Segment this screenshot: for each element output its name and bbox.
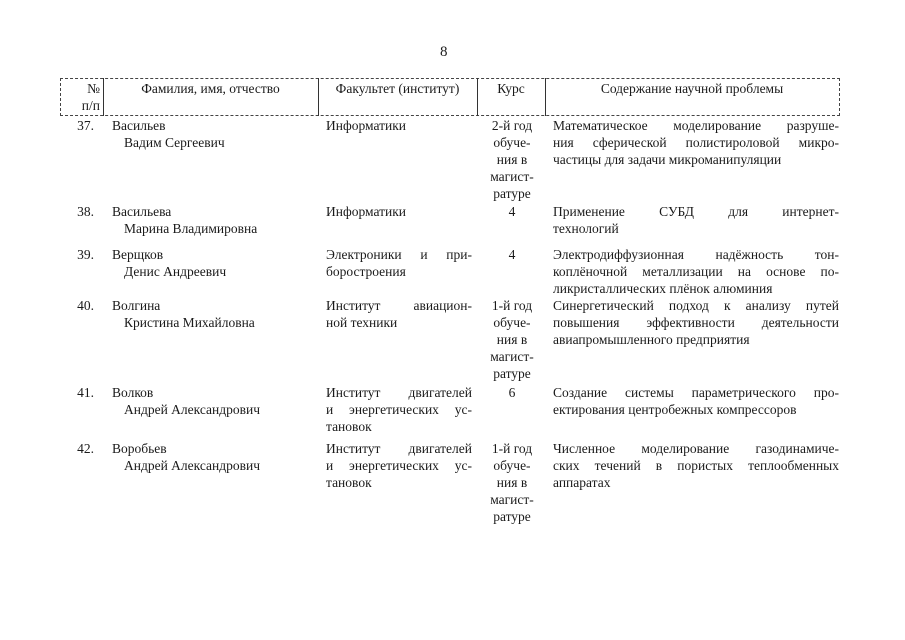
course-line: магист- bbox=[490, 349, 534, 364]
course-line: магист- bbox=[490, 169, 534, 184]
surname: Волков bbox=[112, 385, 154, 400]
row-number: 40. bbox=[77, 298, 94, 313]
topic-line: Численное моделирование газодинамиче- bbox=[553, 441, 839, 456]
faculty-line: Институт двигателей bbox=[326, 441, 472, 456]
header-name: Фамилия, имя, отчество bbox=[141, 81, 280, 96]
faculty-line: ной техники bbox=[326, 315, 398, 330]
header-num bbox=[60, 80, 100, 118]
topic-line: ектирования центробежных компрессоров bbox=[553, 402, 797, 417]
surname: Волгина bbox=[112, 298, 161, 313]
header-faculty: Факультет (институт) bbox=[335, 81, 460, 96]
course bbox=[480, 117, 544, 202]
faculty-line: боростроения bbox=[326, 264, 406, 279]
person-name bbox=[112, 246, 312, 280]
header-num-line: № bbox=[87, 81, 100, 96]
faculty bbox=[326, 297, 472, 331]
course-line: ния в bbox=[496, 475, 528, 490]
topic-line: Синергетический подход к анализу путей bbox=[553, 298, 839, 313]
row-number: 37. bbox=[77, 118, 94, 133]
row-number: 39. bbox=[77, 247, 94, 262]
course-line: обуче- bbox=[493, 135, 531, 150]
research-topic bbox=[553, 203, 839, 237]
person-name bbox=[112, 117, 312, 151]
faculty bbox=[326, 203, 472, 220]
faculty-line: Институт авиацион- bbox=[326, 298, 472, 313]
topic-line: повышения эффективности деятельности bbox=[553, 315, 839, 330]
header-topic: Содержание научной проблемы bbox=[600, 81, 784, 96]
person-name bbox=[112, 203, 312, 237]
topic-line: Математическое моделирование разруше- bbox=[553, 118, 839, 133]
course-line: 6 bbox=[508, 385, 516, 400]
surname: Верщков bbox=[112, 247, 164, 262]
topic-line: ния сферической полистироловой микро- bbox=[553, 135, 839, 150]
header-top-border bbox=[60, 78, 840, 79]
page-number: 8 bbox=[440, 44, 448, 60]
topic-line: ских течений в пористых теплообменных bbox=[553, 458, 839, 473]
course bbox=[480, 203, 544, 220]
faculty-line: Информатики bbox=[326, 118, 407, 133]
row-number: 38. bbox=[77, 204, 94, 219]
course-line: 2-й год bbox=[491, 118, 533, 133]
course-line: 1-й год bbox=[491, 298, 533, 313]
given-names: Марина Владимировна bbox=[124, 221, 258, 236]
faculty-line: и энергетических ус- bbox=[326, 458, 472, 473]
course bbox=[480, 384, 544, 401]
given-names: Андрей Александрович bbox=[124, 402, 261, 417]
course-line: 4 bbox=[508, 247, 516, 262]
course-line: обуче- bbox=[493, 315, 531, 330]
research-topic bbox=[553, 440, 839, 491]
header-course: Курс bbox=[497, 81, 525, 96]
topic-line: Создание системы параметрического про- bbox=[553, 385, 839, 400]
research-topic bbox=[553, 246, 839, 297]
given-names: Денис Андреевич bbox=[124, 264, 227, 279]
topic-line: технологий bbox=[553, 221, 619, 236]
course bbox=[480, 246, 544, 263]
course-line: ратуре bbox=[493, 366, 531, 381]
topic-line: Применение СУБД для интернет- bbox=[553, 204, 839, 219]
research-topic bbox=[553, 117, 839, 168]
row-number: 42. bbox=[77, 441, 94, 456]
row-number: 41. bbox=[77, 385, 94, 400]
faculty-line: Электроники и при- bbox=[326, 247, 472, 262]
surname: Васильева bbox=[112, 204, 172, 219]
course-line: ния в bbox=[496, 152, 528, 167]
person-name bbox=[112, 384, 312, 418]
faculty-line: тановок bbox=[326, 475, 372, 490]
surname: Васильев bbox=[112, 118, 166, 133]
course-line: 1-й год bbox=[491, 441, 533, 456]
faculty-line: Информатики bbox=[326, 204, 407, 219]
person-name bbox=[112, 297, 312, 331]
topic-line: авиапромышленного предприятия bbox=[553, 332, 750, 347]
faculty bbox=[326, 384, 472, 435]
faculty bbox=[326, 440, 472, 491]
course-line: 4 bbox=[508, 204, 516, 219]
topic-line: аппаратах bbox=[553, 475, 611, 490]
topic-line: частицы для задачи микроманипуляции bbox=[553, 152, 782, 167]
given-names: Кристина Михайловна bbox=[124, 315, 255, 330]
course-line: ратуре bbox=[493, 186, 531, 201]
course bbox=[480, 297, 544, 382]
course-line: магист- bbox=[490, 492, 534, 507]
course-line: обуче- bbox=[493, 458, 531, 473]
header-num-line: п/п bbox=[81, 98, 100, 113]
research-topic bbox=[553, 384, 839, 418]
course bbox=[480, 440, 544, 525]
topic-line: коплёночной металлизации на основе по- bbox=[553, 264, 839, 279]
course-line: ратуре bbox=[493, 509, 531, 524]
topic-line: Электродиффузионная надёжность тон- bbox=[553, 247, 839, 262]
faculty-line: тановок bbox=[326, 419, 372, 434]
research-topic bbox=[553, 297, 839, 348]
faculty bbox=[326, 117, 472, 134]
course-line: ния в bbox=[496, 332, 528, 347]
person-name bbox=[112, 440, 312, 474]
faculty-line: и энергетических ус- bbox=[326, 402, 472, 417]
faculty bbox=[326, 246, 472, 280]
header-divider bbox=[839, 78, 840, 116]
topic-line: ликристаллических плёнок алюминия bbox=[553, 281, 773, 296]
given-names: Андрей Александрович bbox=[124, 458, 261, 473]
faculty-line: Институт двигателей bbox=[326, 385, 472, 400]
given-names: Вадим Сергеевич bbox=[124, 135, 225, 150]
surname: Воробьев bbox=[112, 441, 167, 456]
